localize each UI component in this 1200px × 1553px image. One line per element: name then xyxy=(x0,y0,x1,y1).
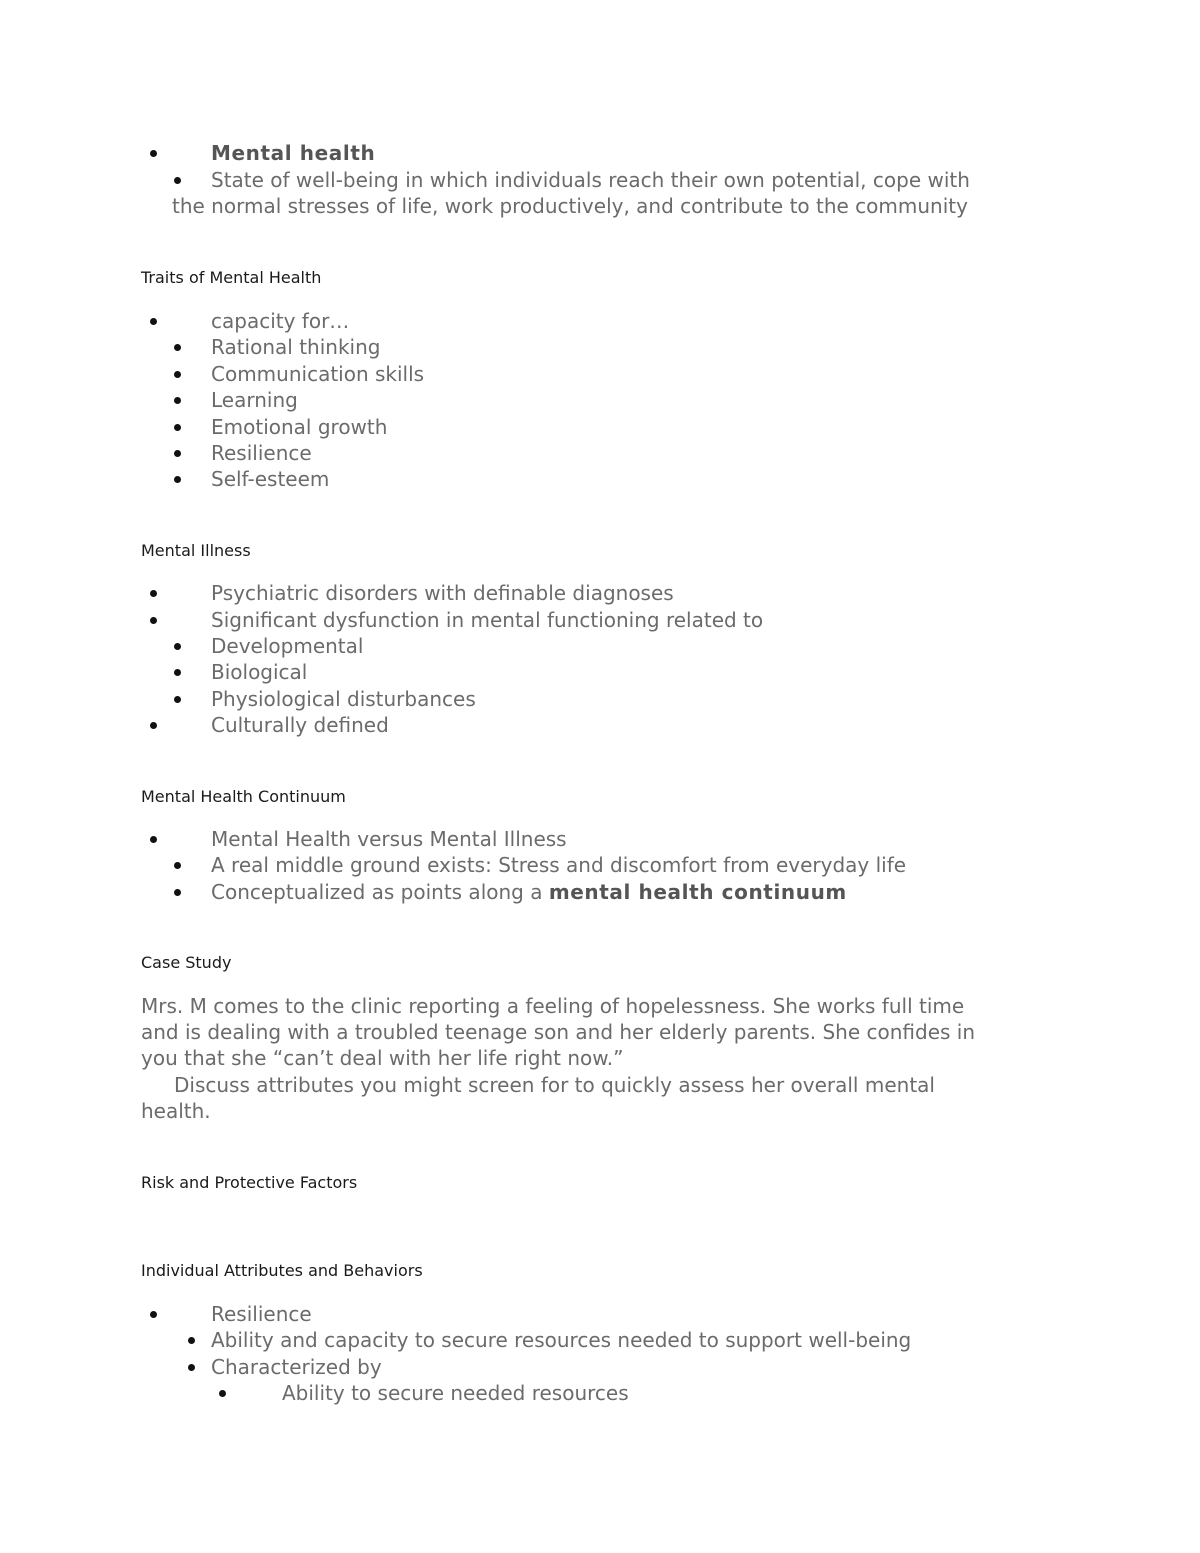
bullet-icon xyxy=(188,1337,195,1344)
continuum-item: Mental Health versus Mental Illness xyxy=(211,827,567,851)
individual-subsubitem: Ability to secure needed resources xyxy=(282,1381,629,1405)
traits-item: Resilience xyxy=(211,441,312,465)
case-study-line: you that she “can’t deal with her life right now.” xyxy=(141,1046,624,1070)
bullet-icon xyxy=(150,722,157,729)
case-study-line: Discuss attributes you might screen for to quickly assess her overall mental xyxy=(174,1073,935,1097)
bullet-icon xyxy=(174,476,181,483)
bullet-icon xyxy=(174,450,181,457)
illness-heading: Mental Illness xyxy=(141,541,251,560)
bullet-icon xyxy=(150,617,157,624)
illness-item: Psychiatric disorders with definable diagnoses xyxy=(211,581,674,605)
bullet-icon xyxy=(174,397,181,404)
intro-definition-line1: State of well-being in which individuals reach their own potential, cope with xyxy=(211,168,970,192)
traits-item: Self-esteem xyxy=(211,467,330,491)
bullet-icon xyxy=(219,1390,226,1397)
individual-item: Resilience xyxy=(211,1302,312,1326)
bullet-icon xyxy=(150,150,157,157)
bullet-icon xyxy=(174,889,181,896)
intro-title: Mental health xyxy=(211,141,376,165)
risk-heading: Risk and Protective Factors xyxy=(141,1173,358,1192)
traits-item: Communication skills xyxy=(211,362,425,386)
bullet-icon xyxy=(150,1311,157,1318)
case-study-line: Mrs. M comes to the clinic reporting a feeling of hopelessness. She works full time xyxy=(141,994,965,1018)
traits-item: Rational thinking xyxy=(211,335,381,359)
case-study-heading: Case Study xyxy=(141,953,232,972)
bullet-icon xyxy=(174,177,181,184)
illness-subitem: Biological xyxy=(211,660,308,684)
illness-item: Culturally defined xyxy=(211,713,389,737)
bullet-icon xyxy=(174,643,181,650)
case-study-line: health. xyxy=(141,1099,211,1123)
bullet-icon xyxy=(174,344,181,351)
continuum-heading: Mental Health Continuum xyxy=(141,787,346,806)
continuum-subitem: A real middle ground exists: Stress and discomfort from everyday life xyxy=(211,853,907,877)
bullet-icon xyxy=(174,424,181,431)
case-study-line: and is dealing with a troubled teenage son and her elderly parents. She confides in xyxy=(141,1020,976,1044)
traits-item: Learning xyxy=(211,388,298,412)
traits-item: Emotional growth xyxy=(211,415,388,439)
bullet-icon xyxy=(174,669,181,676)
bullet-icon xyxy=(174,696,181,703)
bullet-icon xyxy=(150,318,157,325)
continuum-subitem xyxy=(211,879,847,905)
traits-heading: Traits of Mental Health xyxy=(141,268,322,287)
individual-subitem: Characterized by xyxy=(211,1355,382,1379)
illness-subitem: Physiological disturbances xyxy=(211,687,476,711)
intro-definition-line2: the normal stresses of life, work productively, and contribute to the community xyxy=(172,194,968,218)
bullet-icon xyxy=(174,862,181,869)
individual-heading: Individual Attributes and Behaviors xyxy=(141,1261,423,1280)
individual-subitem: Ability and capacity to secure resources needed to support well-being xyxy=(211,1328,912,1352)
illness-item: Significant dysfunction in mental functioning related to xyxy=(211,608,764,632)
traits-lead: capacity for… xyxy=(211,309,350,333)
bullet-icon xyxy=(188,1364,195,1371)
continuum-subitem-prefix: Conceptualized as points along a xyxy=(211,880,549,904)
continuum-emphasis: mental health continuum xyxy=(548,880,847,904)
bullet-icon xyxy=(174,371,181,378)
illness-subitem: Developmental xyxy=(211,634,364,658)
bullet-icon xyxy=(150,590,157,597)
bullet-icon xyxy=(150,836,157,843)
